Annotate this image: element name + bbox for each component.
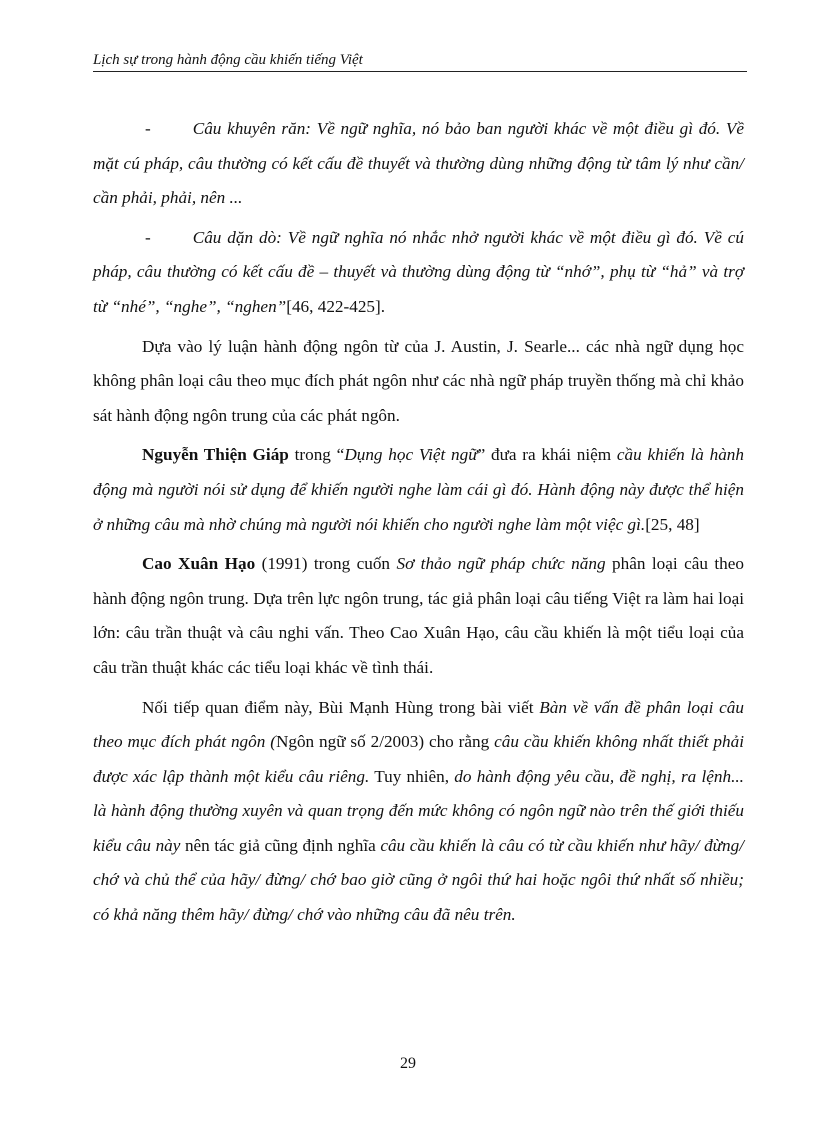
body-text bbox=[93, 112, 744, 938]
text-run: nên tác giả cũng định nghĩa bbox=[180, 835, 381, 855]
text-run: Nối tiếp quan điểm này, Bùi Mạnh Hùng trong bài viết bbox=[142, 697, 540, 717]
author-name: Nguyễn Thiện Giáp bbox=[142, 445, 289, 465]
text-run: ” đưa ra khái niệm bbox=[477, 445, 617, 465]
bullet-dash: - bbox=[145, 119, 151, 138]
paragraph-nguyen-thien-giap bbox=[93, 438, 744, 542]
paragraph-austin-searle: Dựa vào lý luận hành động ngôn từ của J. Austin, J. Searle... các nhà ngữ dụng học không phân loại câu theo mục đích phát ngôn như các nhà ngữ pháp truyền thống mà chỉ khảo sát hành động ngôn trung của các phát ngôn. bbox=[93, 336, 744, 425]
quote-italic: do hành động yêu cầu, đề nghị, ra lệnh... là hành động thường xuyên và quan trọng đến mức không có ngôn ngữ nào trên thế giới thiếu kiểu câu này bbox=[93, 766, 744, 855]
paragraph-cao-xuan-hao bbox=[93, 547, 744, 685]
citation: [46, 422-425]. bbox=[286, 296, 386, 316]
work-title: Bàn về vấn đề phân loại câu theo mục đích phát ngôn ( bbox=[93, 697, 744, 752]
paragraph-text: Câu khuyên răn: Về ngữ nghĩa, nó bảo ban người khác về một điều gì đó. Về mặt cú pháp, câu thường có kết cấu đề thuyết và thường dùng những động từ tâm lý như cần/ cần phải, phải, nên ... bbox=[93, 119, 744, 208]
text-run: Tuy nhiên, bbox=[369, 766, 455, 786]
citation: [25, 48] bbox=[645, 514, 700, 534]
text-run: (1991) trong cuốn bbox=[255, 554, 397, 574]
definition: câu cầu khiến là câu có từ cầu khiến như hãy/ đừng/ chớ và chủ thể của hãy/ đừng/ chớ bao giờ cũng ở ngôi thứ hai hoặc ngôi thứ nhất số nhiều; có khả năng thêm hãy/ đừng/ chớ vào những câu đã nêu trên. bbox=[93, 835, 745, 925]
header-divider bbox=[93, 71, 747, 72]
work-title: Dụng học Việt ngữ bbox=[344, 445, 478, 465]
definition: cầu khiến là hành động mà người nói sử dụng để khiến người nghe làm cái gì đó. Hành động này được thể hiện ở những câu mà nhờ chúng mà người nói khiến cho người nghe làm một việc gì. bbox=[93, 445, 744, 534]
text-run: trong “ bbox=[288, 445, 345, 465]
bullet-dash: - bbox=[145, 227, 151, 247]
quote-italic: câu cầu khiến không nhất thiết phải được xác lập thành một kiểu câu riêng. bbox=[93, 732, 744, 786]
paragraph-dan-do bbox=[93, 221, 744, 325]
author-name: Cao Xuân Hạo bbox=[142, 554, 256, 574]
running-header: Lịch sự trong hành động cầu khiến tiếng Việt bbox=[93, 52, 363, 68]
text-run: phân loại câu theo hành động ngôn trung. Dựa trên lực ngôn trung, tác giả phân loại câu tiếng Việt ra làm hai loại lớn: câu trần thuật và câu nghi vấn. Theo Cao Xuân Hạo, câu cầu khiến là một tiểu loại của câu trần thuật khác các tiểu loại khác về tình thái. bbox=[93, 554, 744, 677]
paragraph-khuyen-ran bbox=[93, 112, 744, 216]
paragraph-text: Câu dặn dò: Về ngữ nghĩa nó nhắc nhở người khác về một điều gì đó. Về cú pháp, câu thường có kết cấu đề – thuyết và thường dùng động từ “nhớ”, phụ từ “hả” và trợ từ “nhé”, “nghe”, “nghen” bbox=[93, 227, 744, 316]
page-number: 29 bbox=[400, 1055, 416, 1072]
paragraph-bui-manh-hung bbox=[93, 691, 744, 933]
work-title: Sơ thảo ngữ pháp chức năng bbox=[396, 554, 606, 574]
text-run: Ngôn ngữ số 2/2003) cho rằng bbox=[275, 732, 495, 752]
